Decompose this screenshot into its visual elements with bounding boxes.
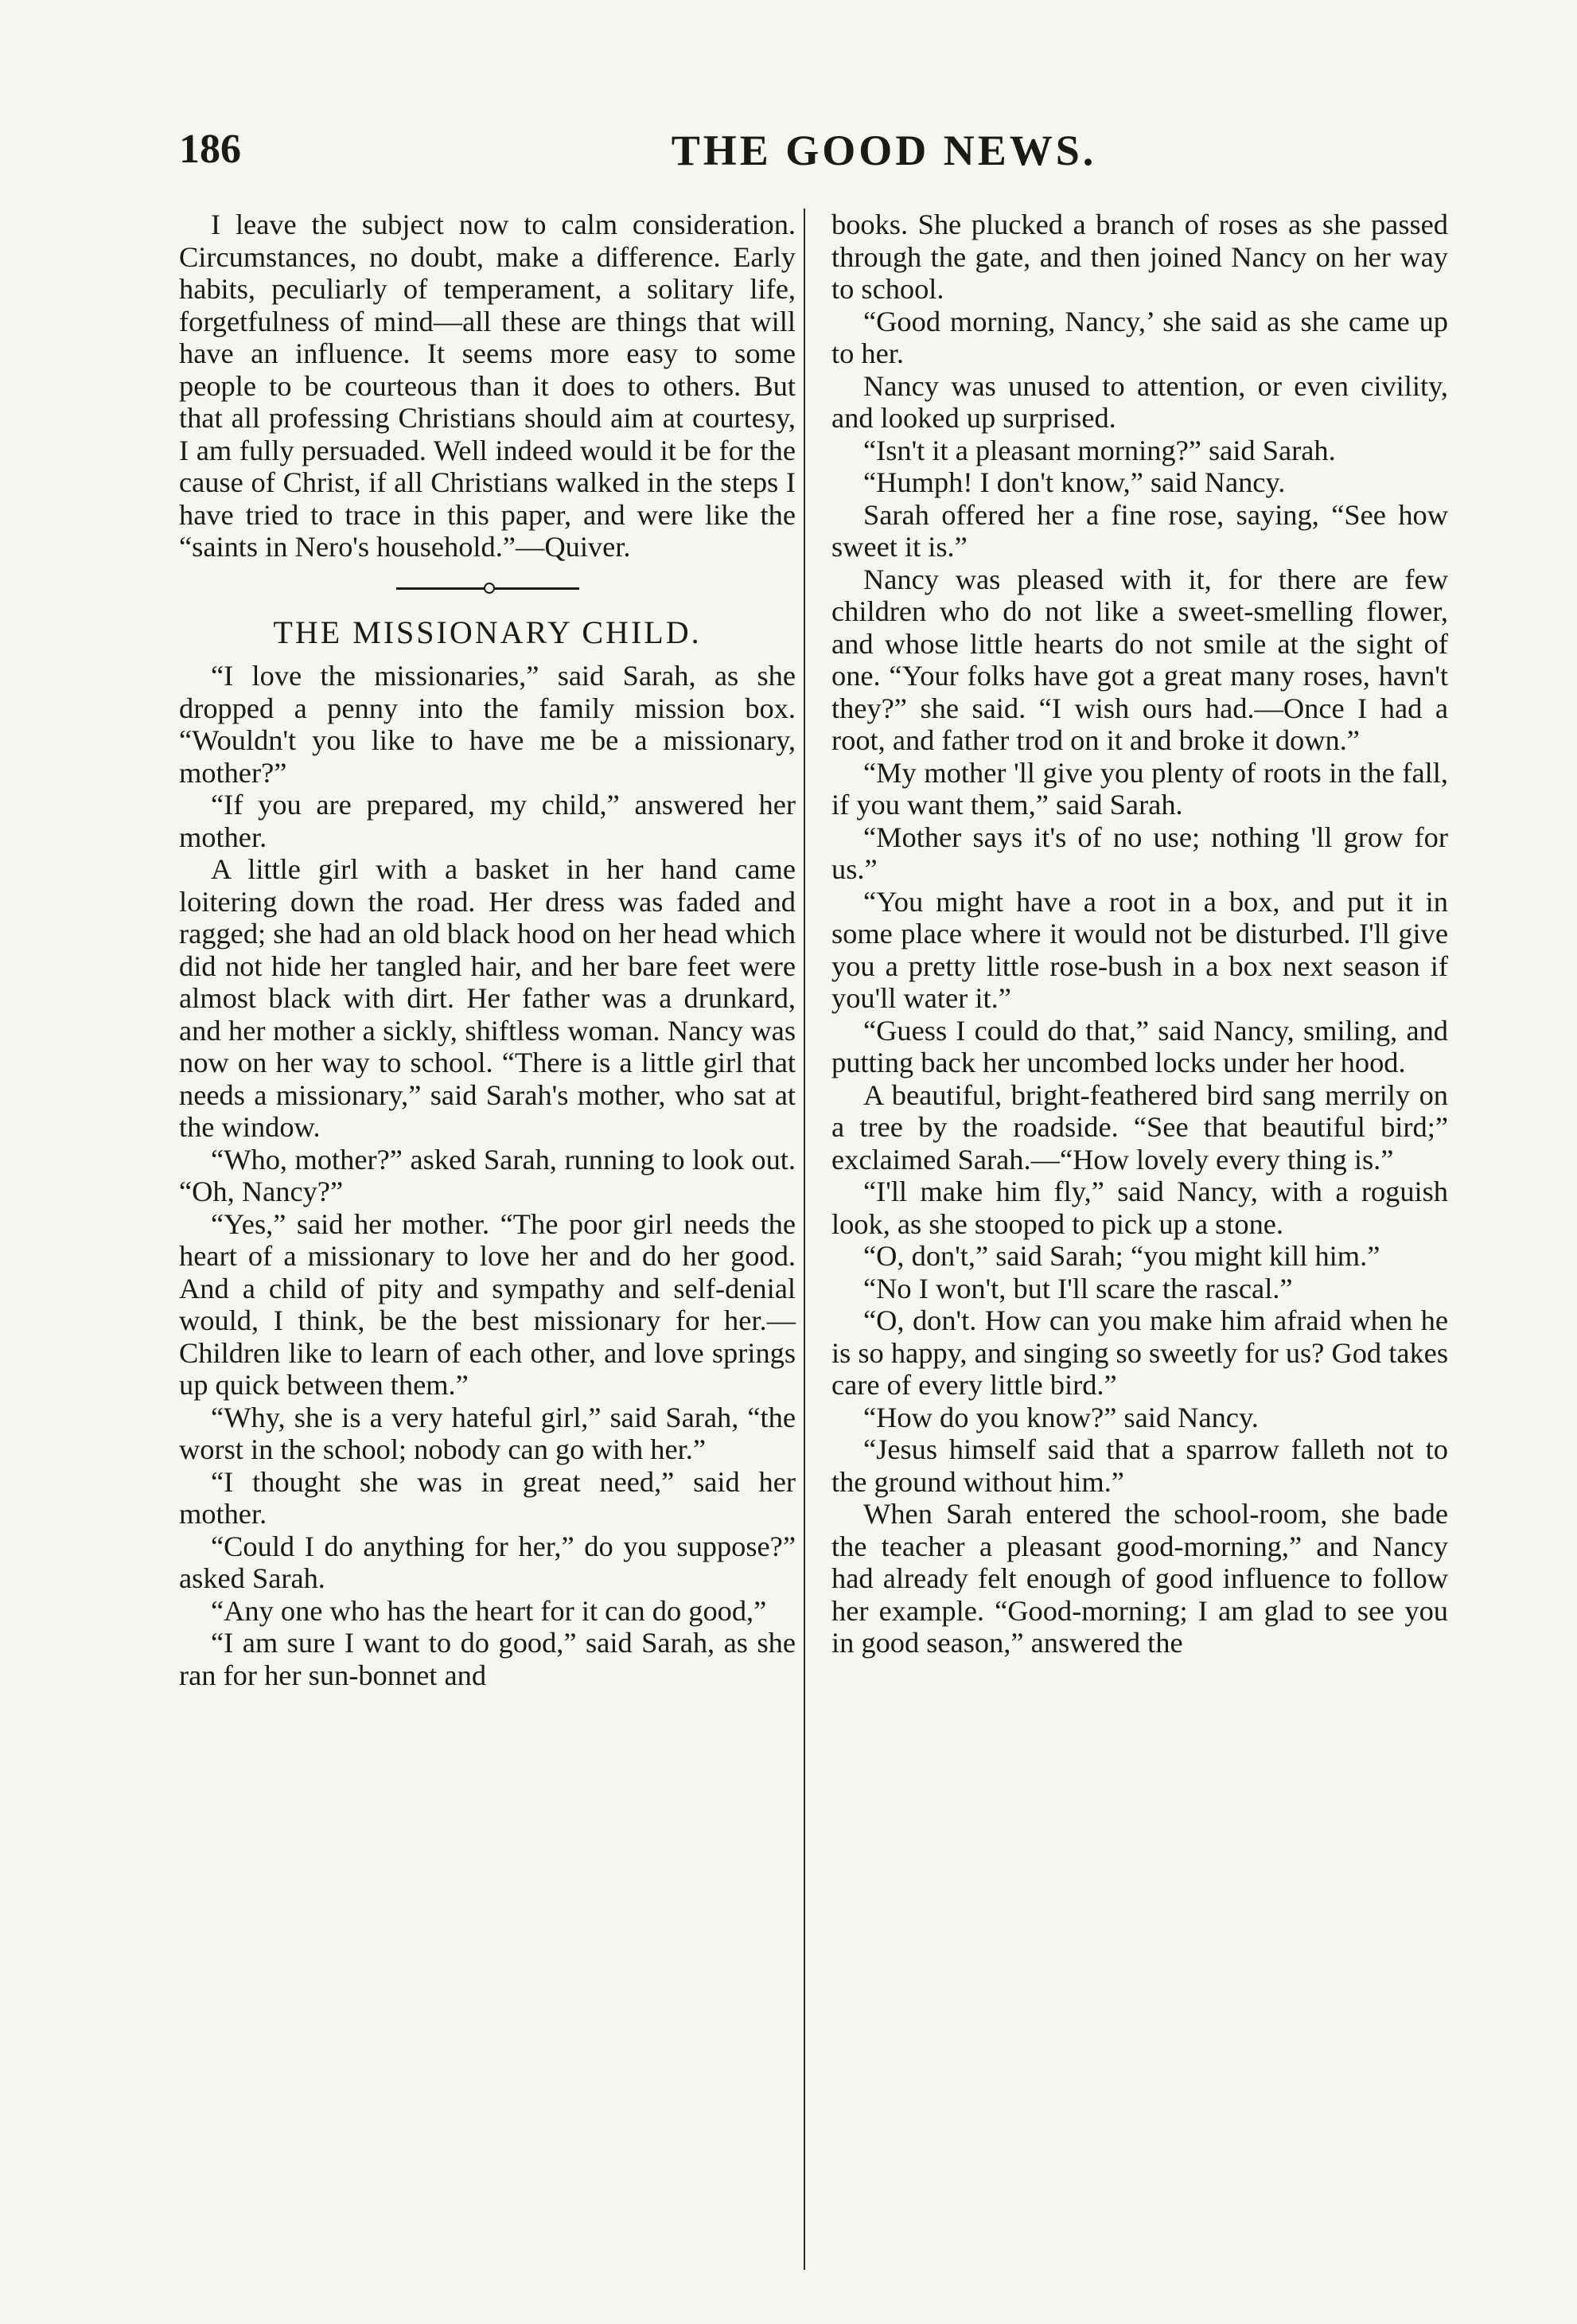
continued-paragraph: books. She plucked a branch of roses as she passed through the gate, and then joined Nancy on her way to school. [831,209,1448,305]
paragraph: Nancy was unused to attention, or even civility, and looked up surprised. [831,369,1448,434]
paragraph: “I'll make him fly,” said Nancy, with a roguish look, as she stooped to pick up a stone. [831,1176,1448,1240]
paragraph: “I love the missionaries,” said Sarah, as she dropped a penny into the family mission box. “Wouldn't you like to have me be a missionary, mother?” [179,660,796,789]
paragraph: “Could I do anything for her,” do you suppose?” asked Sarah. [179,1530,796,1594]
running-head: THE GOOD NEWS. [671,127,1097,174]
paragraph: “Any one who has the heart for it can do good,” [211,1594,767,1627]
paragraph: “My mother 'll give you plenty of roots in the fall, if you want them,” said Sarah. [831,756,1448,821]
paragraph: “Jesus himself said that a sparrow falleth not to the ground without him.” [831,1433,1448,1498]
intro-paragraph: I leave the subject now to calm consideration. Circumstances, no doubt, make a difference. Early habits, peculiarly of temperament, a solitary life, forgetfulness of mind—all these are things that will have an influence. It seems more easy to some people to be courteous than it does to others. But that all professing Christians should aim at courtesy, I am fully persuaded. Well indeed would it be for the cause of Christ, if all Christians walked in the steps I have tried to trace in this paper, and were like the “saints in Nero's household.”—Quiver. [179,209,796,563]
section-separator [396,587,579,590]
paragraph: “Good morning, Nancy,’ she said as she came up to her. [831,305,1448,369]
paragraph: “Why, she is a very hateful girl,” said Sarah, “the worst in the school; nobody can go with her.” [179,1401,796,1465]
paragraph: “Guess I could do that,” said Nancy, smiling, and putting back her uncombed locks under her hood. [831,1014,1448,1078]
paragraph: When Sarah entered the school-room, she bade the teacher a pleasant good-morning,” and Nancy had already felt enough of good influence to follow her example. “Good-morning; I am glad to see you in good season,” answered the [831,1498,1448,1659]
paragraph: A little girl with a basket in her hand came loitering down the road. Her dress was faded and ragged; she had an old black hood on her head which did not hide her tangled hair, and her bare feet were almost black with dirt. Her father was a drunkard, and her mother a sickly, shiftless woman. Nancy was now on her way to school. “There is a little girl that needs a missionary,” said Sarah's mother, who sat at the window. [179,853,796,1143]
paragraph: “O, don't. How can you make him afraid when he is so happy, and singing so sweetly for us? God takes care of every little bird.” [831,1304,1448,1401]
paragraph: “You might have a root in a box, and put it in some place where it would not be disturbed. I'll give you a pretty little rose-bush in a box next season if you'll water it.” [831,885,1448,1014]
page-number: 186 [179,127,241,172]
right-column [831,209,1448,1659]
paragraph: “How do you know?” said Nancy. [863,1401,1259,1433]
paragraph: “O, don't,” said Sarah; “you might kill him.” [863,1240,1380,1272]
separator-ornament [484,583,495,594]
paragraph: A beautiful, bright-feathered bird sang merrily on a tree by the roadside. “See that beautiful bird;” exclaimed Sarah.—“How lovely every thing is.” [831,1078,1448,1176]
column-rule [804,209,805,2270]
paragraph: “Isn't it a pleasant morning?” said Sarah. [863,434,1336,466]
paragraph: “No I won't, but I'll scare the rascal.” [863,1272,1293,1304]
paragraph: “If you are prepared, my child,” answered her mother. [179,789,796,853]
paragraph: Sarah offered her a fine rose, saying, “See how sweet it is.” [831,498,1448,563]
left-column [179,209,796,1691]
paragraph: “Humph! I don't know,” said Nancy. [863,466,1286,498]
paragraph: “Mother says it's of no use; nothing 'll grow for us.” [831,821,1448,885]
paragraph: Nancy was pleased with it, for there are few children who do not like a sweet-smelling flower, and whose little hearts do not smile at the sight of one. “Your folks have got a great many roses, havn't they?” she said. “I wish ours had.—Once I had a root, and father trod on it and broke it down.” [831,563,1448,756]
paragraph: “Yes,” said her mother. “The poor girl needs the heart of a missionary to love her and do her good. And a child of pity and sympathy and self-denial would, I think, be the best missionary for her.—Children like to learn of each other, and love springs up quick between them.” [179,1207,796,1401]
paragraph: “Who, mother?” asked Sarah, running to look out. “Oh, Nancy?” [179,1143,796,1207]
article-title: THE MISSIONARY CHILD. [273,614,702,650]
paragraph: “I thought she was in great need,” said her mother. [179,1465,796,1530]
paragraph: “I am sure I want to do good,” said Sarah, as she ran for her sun-bonnet and [179,1627,796,1691]
